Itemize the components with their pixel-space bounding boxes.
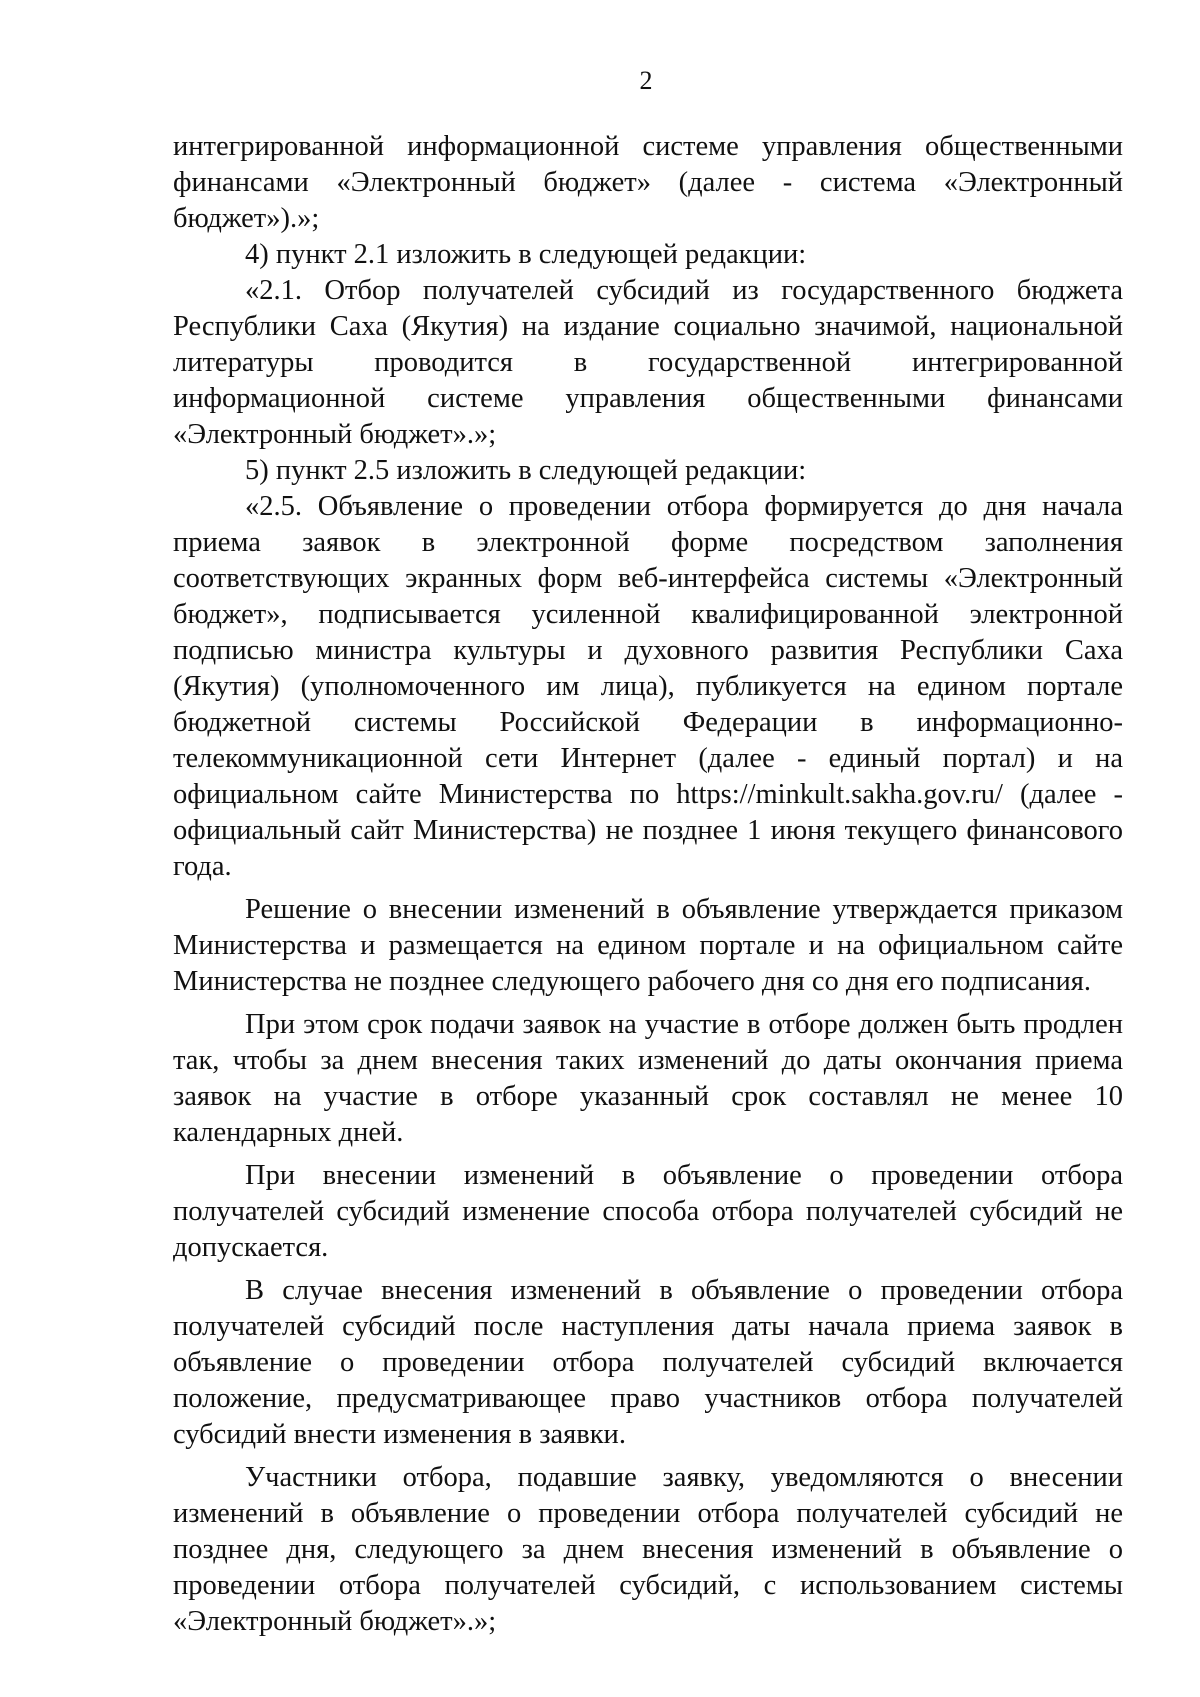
- document-body: [173, 129, 1123, 1640]
- paragraph-amendments: В случае внесения изменений в объявление о проведении отбора получателей субсидий после наступления даты начала приема заявок в объявление о проведении отбора получателей субсидий включается положение, предусматривающее право участников отбора получателей субсидий внести изменения в заявки.: [173, 1275, 1123, 1450]
- paragraph-deadline: При этом срок подачи заявок на участие в отборе должен быть продлен так, чтобы за днем внесения таких изменений до даты окончания приема заявок на участие в отборе указанный срок составлял не менее 10 календарных дней.: [173, 1009, 1123, 1148]
- paragraph-decision: Решение о внесении изменений в объявление утверждается приказом Министерства и размещается на едином портале и на официальном сайте Министерства не позднее следующего рабочего дня со дня его подписания.: [173, 894, 1123, 997]
- paragraph-clause-2-1: «2.1. Отбор получателей субсидий из государственного бюджета Республики Саха (Якутия) на издание социально значимой, национальной литературы проводится в государственной интегрированной информационной системе управления общественными финансами «Электронный бюджет».»;: [173, 275, 1123, 450]
- paragraph-item-5: 5) пункт 2.5 изложить в следующей редакции:: [245, 455, 807, 486]
- paragraph-method-change: При внесении изменений в объявление о проведении отбора получателей субсидий изменение способа отбора получателей субсидий не допускается.: [173, 1160, 1123, 1263]
- paragraph-item-4: 4) пункт 2.1 изложить в следующей редакции:: [245, 239, 807, 270]
- paragraph-clause-2-5: «2.5. Объявление о проведении отбора формируется до дня начала приема заявок в электронной форме посредством заполнения соответствующих экранных форм веб-интерфейса системы «Электронный бюджет», подписывается усиленной квалифицированной электронной подписью министра культуры и духовного развития Республики Саха (Якутия) (уполномоченного им лица), публикуется на едином портале бюджетной системы Российской Федерации в информационно-телекоммуникационной сети Интернет (далее - единый портал) и на официальном сайте Министерства по https://minkult.sakha.gov.ru/ (далее - официальный сайт Министерства) не позднее 1 июня текущего финансового года.: [173, 491, 1123, 882]
- paragraph-continuation: интегрированной информационной системе управления общественными финансами «Электронный бюджет» (далее - система «Электронный бюджет»).»;: [173, 131, 1123, 234]
- page-number: 2: [639, 66, 653, 95]
- paragraph-notification: Участники отбора, подавшие заявку, уведомляются о внесении изменений в объявление о проведении отбора получателей субсидий не позднее дня, следующего за днем внесения изменений в объявление о проведении отбора получателей субсидий, с использованием системы «Электронный бюджет».»;: [173, 1462, 1123, 1637]
